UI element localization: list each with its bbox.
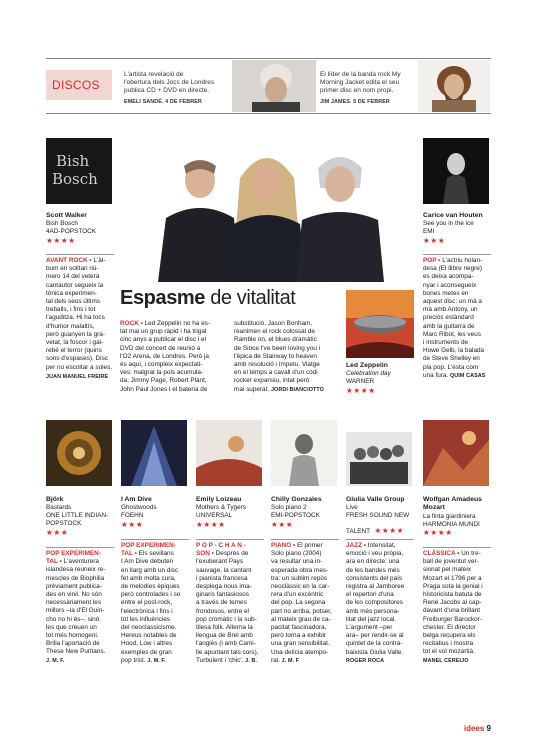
review-line: These New Puritans. [46, 648, 106, 656]
review-line: sons d'espases). Disc [46, 355, 108, 363]
review-line: mai superat. [234, 385, 270, 393]
review-line: tot més homogeni. [46, 632, 99, 640]
review-line: és aquí, i compleix expectati- [120, 361, 203, 369]
review-line: mescles de Biophilia [46, 574, 105, 582]
review-line: tilesa folk. Alterna la [196, 624, 253, 632]
genre-kicker: JAZZ • [346, 542, 366, 549]
record-label: HARMONIA MUNDI [423, 520, 480, 528]
artist-name: Led Zeppelin [346, 362, 388, 369]
teaser-line: Morning Jacket edita el seu [320, 79, 400, 86]
artist-name: Giulia Valle Group [346, 496, 405, 503]
divider [46, 254, 114, 255]
album-title: La finta giardiniera [423, 512, 476, 520]
i-am-dive-info [121, 496, 191, 529]
review-line: però guanyen la gra- [46, 330, 105, 338]
review-line: da, Jimmy Page, Robert Plant, [120, 377, 207, 385]
byline: MANEL CEREIJO [423, 657, 469, 664]
review-line: quintet de la contra- [346, 640, 403, 648]
review-line: una gran sensibilitat. [271, 640, 330, 648]
review-line: de les bandes més [346, 566, 400, 574]
album-title: See you in the ice [423, 220, 474, 228]
mozart-info [423, 496, 495, 537]
review-line: al mateix grau de ca- [271, 615, 331, 623]
review-line: cantautor segueix la [46, 281, 104, 289]
review-line: per no escoltar a soles. [46, 363, 113, 371]
rating-stars: ★★★★ [196, 520, 226, 529]
genre-kicker: POP EXPERIMEN- [46, 550, 101, 557]
scott-walker-info [46, 212, 116, 245]
genre-kicker: AVANT ROCK • [46, 257, 92, 264]
divider [196, 539, 264, 540]
review-line: historicista batuta de [423, 591, 482, 599]
review-line: reanimen el rock colossal de [234, 328, 315, 336]
review-line: entre el post-rock, [121, 599, 173, 607]
record-label: EMI-POPSTOCK [271, 512, 320, 520]
review-line: Els sevillans [138, 550, 174, 558]
review-line: tal dels seus últims [46, 298, 100, 306]
review-line: va resultar una in- [271, 558, 323, 566]
review-line: fet amb molta cura, [121, 574, 176, 582]
review-line: de melodies èpiques [121, 583, 180, 591]
review-line: Una delícia atempo- [271, 648, 329, 656]
artist-name: I Am Dive [121, 496, 152, 503]
review-line: bum en solitari nú- [46, 265, 99, 273]
review-line: mà amb Antony, un [423, 306, 478, 314]
cover-text: Bish [56, 152, 90, 170]
review-line: L'actriu holan- [442, 257, 483, 264]
divider [46, 547, 114, 548]
review-line: Led Zeppelin no ha es- [144, 320, 210, 327]
review-line: ginaris fantasiosos [196, 591, 249, 599]
review-line: René Jacobs al cap- [423, 599, 482, 607]
record-label: 4AD-POPSTOCK [46, 228, 96, 236]
artist-name: Mozart [423, 504, 445, 512]
artist-name: Chilly Gonzales [271, 496, 322, 503]
mothers-tygers-cover [196, 420, 262, 486]
review-line: desa (El llibre negre) [423, 265, 482, 273]
review-line: l'anglès (i amb Cami- [196, 640, 256, 648]
genre-kicker: TAL • [121, 550, 137, 558]
chilly-gonzales-review [271, 542, 341, 665]
review-line: l'electrònica i fins i [121, 607, 173, 615]
review-line: Turbulent i 'chic'. [196, 656, 244, 664]
album-title: Bastards [46, 504, 72, 512]
review-line: Mozart el 1796 per a [423, 574, 482, 582]
review-line: ball de joventut ver- [423, 558, 479, 566]
byline: JORDI BIANCIOTTO [270, 386, 324, 393]
review-line: sauvage, la cantant [196, 566, 252, 574]
review-line: tat mai un grup ràpid i ha trigat [120, 328, 207, 336]
review-line: lle apuntant tals cors). [196, 648, 259, 656]
review-line: consistents del país [346, 574, 403, 582]
review-line: del neoclassicisme. [121, 624, 177, 632]
headline-light: de vitalitat [205, 287, 296, 309]
review-line: amb la guitarra de [423, 322, 475, 330]
review-line: emoció i veu pròpia, [346, 550, 404, 558]
review-line: John Paul Jones i el bateria de [120, 385, 208, 393]
album-title: Celebration day [346, 370, 391, 378]
review-line: recitatius i mostra [423, 640, 474, 648]
bastards-cover [46, 420, 112, 486]
teaser-line: primer disc en nom propi. [320, 87, 394, 94]
teaser-line: L'artista revelació de [124, 71, 184, 78]
review-line: en llarg amb un disc [121, 566, 179, 574]
record-label: UNIVERSAL [196, 512, 233, 520]
review-line: L'àl- [93, 257, 106, 264]
review-line: vetat, la foscor i gai- [46, 339, 104, 347]
review-line: tònica experimen- [46, 289, 97, 297]
review-line: Marc Ribot, les veus [423, 330, 481, 338]
review-line: tra: un sublim repòs [271, 574, 328, 582]
review-line: exemples de gran [121, 648, 172, 656]
review-line: pop cromàtic i la sub- [196, 615, 257, 623]
album-title: Solo piano 2 [271, 504, 307, 512]
review-line: pacitat fascinadora, [271, 624, 327, 632]
rating-stars: ★★★★ [346, 386, 376, 395]
artist-name: Carice van Houten [423, 212, 483, 219]
rating-stars: ★★★★ [423, 528, 453, 538]
genre-kicker: POP EXPERIMEN- [121, 542, 176, 549]
review-line: nyar i aconsegueix [423, 281, 477, 289]
review-line: i pianista francesa [196, 574, 248, 582]
review-line: tot el vol mozartià. [423, 648, 475, 656]
giulia-valle-review [346, 542, 416, 665]
teaser-emeli [124, 71, 232, 106]
album-title: Mothers & Tygers [196, 504, 246, 512]
review-line: l'aguditza. Hi ha tocs [46, 314, 105, 322]
artist-name: Wolfgan Amadeus [423, 496, 482, 503]
review-line: Brilla l'aportació de [46, 640, 100, 648]
review-line: mero 14 del veterà [46, 273, 100, 281]
byline: ROGER ROCA [346, 657, 385, 664]
genre-kicker: CLÀSSICA • [423, 550, 460, 557]
led-zeppelin-review-col2 [234, 320, 342, 394]
review-line: ara– per rendir-se al [346, 632, 404, 640]
page-footer [464, 724, 491, 733]
review-line: Després de [215, 550, 249, 558]
review-line: bones metes en [423, 289, 469, 297]
review-line: I Am Dive debuten [121, 558, 174, 566]
review-line: en el temps a cavall d'un còdi [234, 369, 318, 377]
review-line: i instruments de [423, 339, 469, 347]
review-line: sionat pel mateix [423, 566, 471, 574]
review-line: Hood, Low i altres [121, 640, 173, 648]
bjork-review [46, 550, 116, 665]
review-line: Intensitat, [367, 542, 396, 549]
review-line: L'aventurera [63, 558, 99, 566]
review-line: però torna a exhibir [271, 632, 327, 640]
teaser-line: publica CD + DVD en directe. [124, 87, 210, 94]
review-line: pop trist. [121, 656, 146, 664]
emily-loizeau-info [196, 496, 266, 529]
ghostwoods-cover [121, 420, 187, 486]
review-line: de les compositores [346, 599, 403, 607]
byline: J. M. F. [46, 657, 65, 664]
section-title: DISCOS [52, 78, 100, 92]
review-line: amb més persona- [346, 607, 400, 615]
rating-stars: ★★★ [46, 527, 69, 537]
giulia-valle-info [346, 496, 418, 538]
record-label: POPSTOCK [46, 520, 82, 527]
divider [423, 547, 491, 548]
section-tag [46, 70, 112, 100]
review-line: preciós estàndard [423, 314, 474, 322]
i-am-dive-review [121, 542, 191, 665]
bish-bosch-cover [46, 138, 112, 204]
review-line: llengua de Brel amb [196, 632, 253, 640]
review-line: aquest disc: un mà a [423, 298, 482, 306]
carice-info [423, 212, 493, 245]
artist-name: Emily Loizeau [196, 496, 242, 503]
review-line: de Steve Shelley en [423, 355, 480, 363]
record-label: TALENT [346, 528, 371, 535]
review-line: davant d'una brillant [423, 607, 481, 615]
review-line: Freiburger Barockor- [423, 615, 482, 623]
page-number: 9 [486, 724, 491, 733]
teaser-credit: EMELI SANDÉ. 4 DE FEBRER [124, 99, 202, 105]
review-line: El primer [297, 542, 323, 549]
review-line: l'exuberant Pays [196, 558, 244, 566]
byline: QUIM CASAS [450, 372, 486, 379]
teaser-jim [320, 71, 420, 106]
album-title: Ghostwoods [121, 504, 157, 512]
review-line: islandesa reuneix re- [46, 566, 106, 574]
celebration-day-cover [346, 290, 414, 358]
album-title: Live [346, 504, 358, 512]
review-line: ara en directe: una [346, 558, 400, 566]
byline: JUAN MANUEL FREIRE [46, 373, 109, 380]
teaser-line: l'obertura dels Jocs de Londres [124, 79, 215, 86]
review-line: part no arriba, potser, [271, 607, 332, 615]
review-line: l'èpica de Stairway to heaven [234, 352, 317, 360]
review-line: el repertori d'una [346, 591, 394, 599]
led-zeppelin-info [346, 362, 416, 395]
record-label: ONE LITTLE INDIAN- [46, 512, 109, 520]
mozart-review [423, 550, 493, 665]
review-line: neoclàssic en la car- [271, 583, 330, 591]
review-line: es deixa acompa- [423, 273, 474, 281]
review-line: amb resolució i ímpetu. Viatge [234, 361, 320, 369]
divider [346, 539, 414, 540]
review-line: substitució, Jason Bonham, [234, 320, 313, 327]
teaser-credit: JIM JAMES. 5 DE FEBRER [320, 99, 390, 105]
divider [423, 254, 491, 255]
review-line: ves: malgrat la pols acumula- [120, 369, 204, 377]
genre-kicker: PIANO • [271, 542, 296, 549]
review-line: desplega nous ima- [196, 583, 252, 591]
review-line: a través de temes [196, 599, 247, 607]
review-line: ral. [271, 656, 280, 664]
rating-stars: ★★★ [271, 520, 294, 529]
chilly-gonzales-info [271, 496, 341, 529]
review-line: L'argument –per [346, 624, 393, 632]
review-line: Howe Gelb, la balada [423, 347, 485, 355]
review-line: l'O2 Arena, de Londres. Però ja [120, 352, 209, 360]
emeli-sande-photo [232, 60, 316, 112]
review-line: Solo piano (2004) [271, 550, 322, 558]
teaser-line: El líder de la banda rock My [320, 71, 401, 78]
emily-loizeau-review [196, 542, 266, 665]
review-line: d'humor malaltís, [46, 322, 95, 330]
review-line: cho no hi és–, sinó [46, 615, 100, 623]
review-line: DVD del concert de reunió a [120, 344, 201, 352]
review-line: Praga sota la genial i [423, 582, 483, 590]
headline-bold: Espasme [120, 287, 206, 309]
review-line: però controlades i so [121, 591, 181, 599]
review-line: litat del jazz local. [346, 615, 397, 623]
review-line: una fura. [423, 371, 449, 379]
jim-james-photo [418, 60, 490, 112]
review-line: pla pop. L'èsta com [423, 363, 479, 371]
review-line: necessàriament les [46, 599, 102, 607]
genre-kicker: TAL • [46, 558, 62, 566]
footer-brand: idees [463, 724, 485, 733]
see-you-in-the-ice-cover [423, 138, 489, 204]
rating-stars: ★★★★ [46, 236, 76, 245]
scott-walker-review [46, 257, 116, 381]
byline: J. M. F [281, 657, 300, 664]
review-line: rebé el terror (quins [46, 347, 102, 355]
record-label: FOEHN [121, 512, 144, 520]
rating-stars: ★★★★ [374, 526, 405, 535]
artist-name: Scott Walker [46, 212, 87, 219]
review-line: baixista Giulia Valle. [346, 648, 404, 656]
review-line: registra al Jamboree [346, 583, 405, 591]
review-line: rera d'un excèntric [271, 591, 324, 599]
review-line: prèviament publica- [46, 582, 102, 590]
review-line: Hereus notables de [121, 632, 177, 640]
album-title: Bish Bosch [46, 220, 78, 228]
review-line: tot les influències [121, 615, 171, 623]
bjork-info [46, 496, 116, 537]
review-line: millors –la d'El Guin- [46, 607, 105, 615]
review-line: les que creuen un [46, 623, 97, 631]
review-line: treballs, i fins i tot [46, 306, 96, 314]
divider [271, 539, 339, 540]
review-line: chester. El director [423, 623, 476, 631]
review-line: des en vinil. No són [46, 591, 102, 599]
genre-kicker: ROCK • [120, 320, 143, 327]
review-line: Ramble on, el blues dramàtic [234, 336, 317, 344]
rating-stars: ★★★ [121, 520, 144, 529]
genre-kicker: SON • [196, 550, 214, 558]
la-finta-giardiniera-cover [423, 420, 489, 486]
review-line: frondosos, entre el [196, 607, 249, 615]
divider [121, 539, 189, 540]
record-label: WARNER [346, 378, 375, 386]
review-line: esperada obra mes- [271, 566, 329, 574]
review-line: del pop. La segona [271, 599, 326, 607]
rating-stars: ★★★ [423, 236, 446, 245]
byline: J. B. [245, 657, 257, 664]
genre-kicker: POP • [423, 257, 441, 264]
record-label: EMI [423, 228, 435, 236]
review-line: de Since I've been loving you i [234, 344, 321, 352]
live-cover [346, 420, 412, 486]
carice-review [423, 257, 493, 380]
led-zeppelin-photo [122, 128, 414, 282]
review-line: cinc anys a publicar el disc i el [120, 336, 206, 344]
review-line: belga recupera els [423, 632, 476, 640]
led-zeppelin-review-col1 [120, 320, 228, 394]
cover-text: Bosch [52, 170, 98, 188]
solo-piano-2-cover [271, 420, 337, 486]
review-line: rocker expansiu, intat però [234, 377, 310, 385]
review-line: Un tre- [461, 550, 481, 557]
article-headline [120, 287, 295, 310]
genre-kicker: P O P - C H A N - [196, 542, 246, 549]
artist-name: Björk [46, 496, 64, 503]
record-label: FRESH SOUND NEW [346, 512, 410, 520]
byline: J. M. F. [147, 657, 166, 664]
